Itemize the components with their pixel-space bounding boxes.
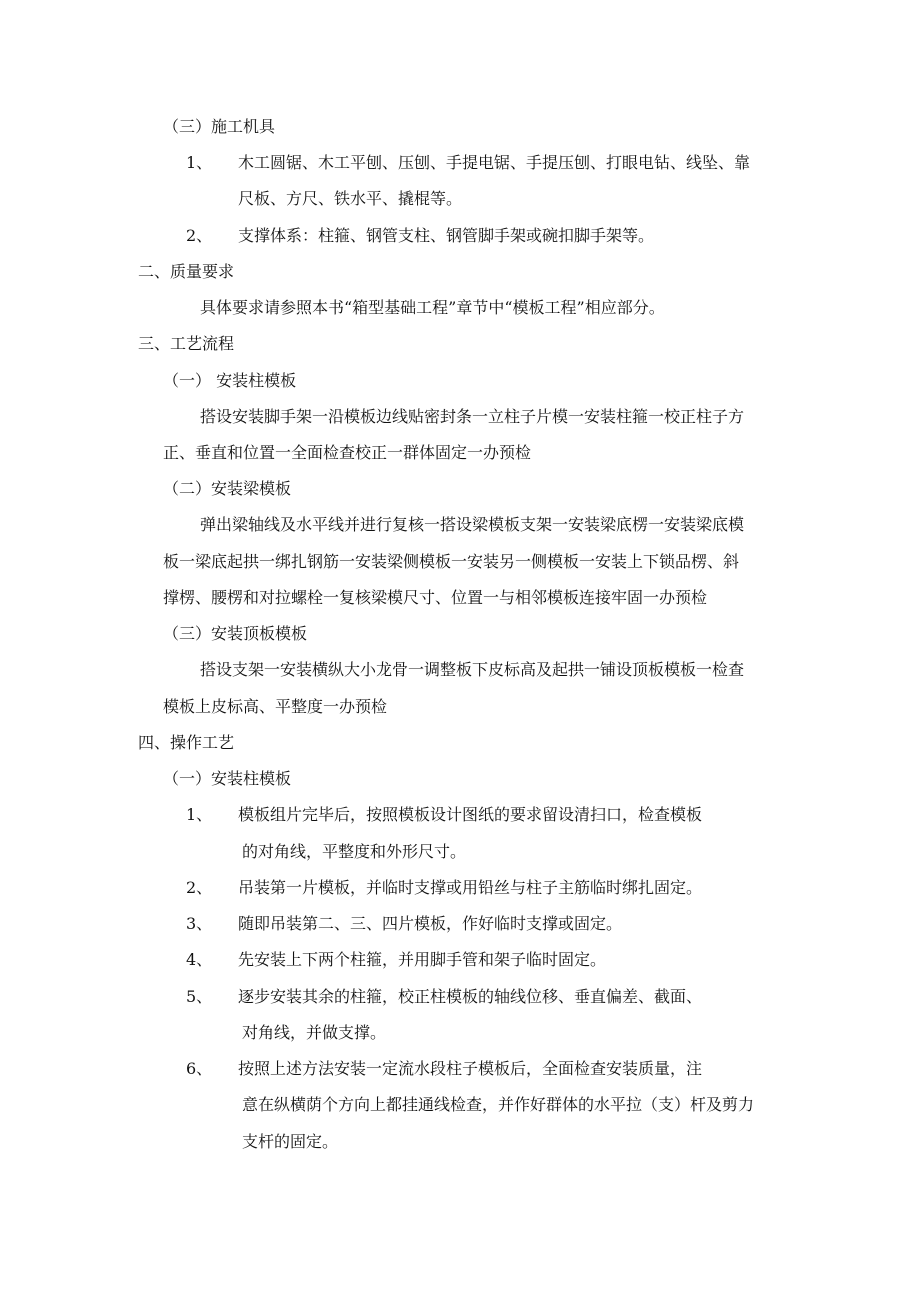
paragraph-line: 板一梁底起拱一绑扎钢筋一安装梁侧模板一安装另一侧模板一安装上下锁品楞、斜 [163,552,740,571]
list-number: 5、 [186,987,213,1006]
list-number: 2、 [186,226,213,245]
list-number: 1、 [186,153,213,172]
heading-operations: 四、操作工艺 [138,733,235,752]
list-item-text: 意在纵横荫个方向上都挂通线检查，并作好群体的水平拉（支）杆及剪力 [242,1095,755,1114]
subheading-beam-formwork: （二）安装梁模板 [163,479,292,498]
subheading-column-formwork-ops: （一）安装柱模板 [163,769,292,788]
paragraph-line: 撑楞、腰楞和对拉螺栓一复核梁模尺寸、位置一与相邻模板连接牢固一办预检 [163,588,708,607]
list-item-text: 模板组片完毕后，按照模板设计图纸的要求留设清扫口，检查模板 [238,805,703,824]
list-item-text: 逐步安装其余的柱箍，校正柱模板的轴线位移、垂直偏差、截面、 [238,987,703,1006]
list-item-text: 按照上述方法安装一定流水段柱子模板后，全面检查安装质量，注 [238,1059,703,1078]
list-number: 2、 [186,878,213,897]
list-item-text: 的对角线，平整度和外形尺寸。 [242,842,467,861]
section-heading-tools: （三）施工机具 [163,117,276,136]
list-number: 3、 [186,914,213,933]
list-item-text: 木工圆锯、木工平刨、压刨、手提电锯、手提压刨、打眼电钻、线坠、靠 [238,153,751,172]
paragraph-line: 弹出梁轴线及水平线并进行复核一搭设梁模板支架一安装梁底楞一安装梁底模 [200,515,745,534]
list-item-text: 先安装上下两个柱箍，并用脚手管和架子临时固定。 [238,950,607,969]
paragraph-line: 搭设支架一安装横纵大小龙骨一调整板下皮标高及起拱一铺设顶板模板一检查 [200,660,745,679]
heading-quality: 二、质量要求 [138,262,235,281]
list-item-text: 支杆的固定。 [242,1132,339,1151]
subheading-slab-formwork: （三）安装顶板模板 [163,624,308,643]
paragraph-line: 模板上皮标高、平整度一办预检 [163,697,388,716]
paragraph-line: 正、垂直和位置一全面检查校正一群体固定一办预检 [163,443,532,462]
list-item-text: 支撑体系：柱箍、钢管支柱、钢管脚手架或碗扣脚手架等。 [238,226,655,245]
list-item-text: 尺板、方尺、铁水平、撬棍等。 [238,189,463,208]
list-item-text: 随即吊装第二、三、四片模板，作好临时支撑或固定。 [238,914,623,933]
list-item-text: 吊装第一片模板，并临时支撑或用铅丝与柱子主筋临时绑扎固定。 [238,878,703,897]
list-number: 1、 [186,805,213,824]
list-item-text: 对角线，并做支撑。 [242,1023,387,1042]
paragraph-line: 搭设安装脚手架一沿模板边线贴密封条一立柱子片模一安装柱箍一校正柱子方 [200,407,745,426]
list-number: 4、 [186,950,213,969]
list-number: 6、 [186,1059,213,1078]
paragraph-quality: 具体要求请参照本书“箱型基础工程”章节中“模板工程”相应部分。 [200,298,665,317]
subheading-column-formwork: （一） 安装柱模板 [163,371,297,390]
heading-process: 三、工艺流程 [138,334,235,353]
